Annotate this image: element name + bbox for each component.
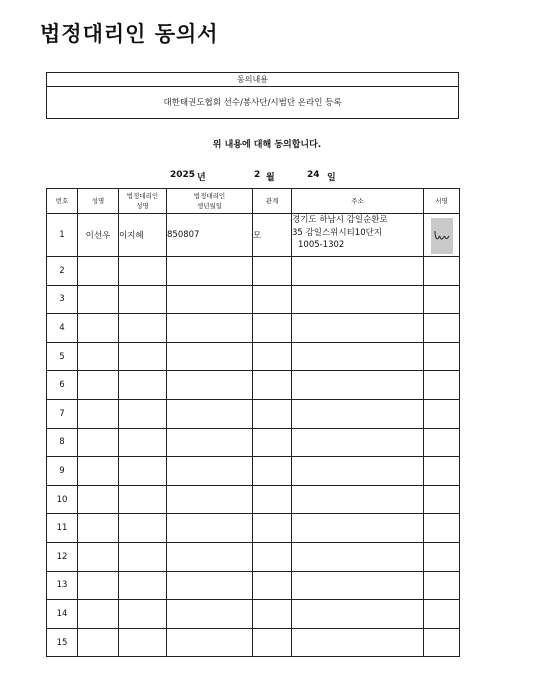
cell-signature bbox=[424, 399, 460, 428]
cell-address bbox=[292, 600, 424, 629]
address-line-3: 1005-1302 bbox=[298, 240, 345, 250]
cell-no: 15 bbox=[47, 628, 78, 657]
document-title: 법정대리인 동의서 bbox=[40, 21, 219, 46]
cell-address bbox=[292, 457, 424, 486]
cell-signature bbox=[424, 571, 460, 600]
cell-no: 10 bbox=[47, 485, 78, 514]
cell-name bbox=[78, 542, 119, 571]
cell-address bbox=[292, 428, 424, 457]
cell-no: 9 bbox=[47, 457, 78, 486]
cell-relation bbox=[253, 257, 292, 286]
cell-no: 7 bbox=[47, 399, 78, 428]
cell-name bbox=[78, 600, 119, 629]
table-row bbox=[47, 428, 460, 457]
cell-guardian-name bbox=[119, 514, 167, 543]
cell-address bbox=[292, 257, 424, 286]
cell-name bbox=[78, 628, 119, 657]
cell-no: 6 bbox=[47, 371, 78, 400]
cell-name: 이선우 bbox=[78, 214, 119, 257]
cell-relation bbox=[253, 600, 292, 629]
cell-signature bbox=[424, 542, 460, 571]
cell-relation bbox=[253, 371, 292, 400]
table-row bbox=[47, 285, 460, 314]
cell-name bbox=[78, 342, 119, 371]
header-address: 주소 bbox=[292, 189, 424, 214]
cell-signature bbox=[424, 628, 460, 657]
cell-address bbox=[292, 514, 424, 543]
cell-relation bbox=[253, 485, 292, 514]
cell-signature bbox=[424, 314, 460, 343]
cell-guardian-birth bbox=[167, 571, 253, 600]
cell-name bbox=[78, 457, 119, 486]
cell-guardian-birth: 850807 bbox=[167, 214, 253, 257]
cell-relation bbox=[253, 514, 292, 543]
cell-no: 13 bbox=[47, 571, 78, 600]
consent-table bbox=[46, 188, 460, 657]
cell-guardian-name bbox=[119, 399, 167, 428]
cell-address bbox=[292, 214, 424, 257]
header-guardian-name: 법정대리인 성명 bbox=[119, 189, 167, 214]
cell-guardian-name bbox=[119, 628, 167, 657]
cell-address bbox=[292, 542, 424, 571]
cell-name bbox=[78, 428, 119, 457]
cell-relation bbox=[253, 628, 292, 657]
cell-relation bbox=[253, 457, 292, 486]
cell-guardian-name bbox=[119, 257, 167, 286]
cell-no: 8 bbox=[47, 428, 78, 457]
cell-address bbox=[292, 485, 424, 514]
cell-address bbox=[292, 285, 424, 314]
cell-guardian-name bbox=[119, 428, 167, 457]
table-row bbox=[47, 628, 460, 657]
cell-relation bbox=[253, 399, 292, 428]
cell-signature bbox=[424, 428, 460, 457]
header-guardian-birth: 법정대리인 생년월일 bbox=[167, 189, 253, 214]
date-month-unit: 월 bbox=[266, 173, 275, 183]
table-row bbox=[47, 457, 460, 486]
cell-address bbox=[292, 399, 424, 428]
cell-name bbox=[78, 571, 119, 600]
date-day-unit: 일 bbox=[327, 173, 336, 183]
header-signature: 서명 bbox=[424, 189, 460, 214]
table-row bbox=[47, 571, 460, 600]
cell-relation bbox=[253, 342, 292, 371]
cell-no: 4 bbox=[47, 314, 78, 343]
signature-scribble-icon bbox=[433, 228, 451, 244]
cell-signature bbox=[424, 457, 460, 486]
cell-signature bbox=[424, 342, 460, 371]
cell-relation bbox=[253, 285, 292, 314]
cell-guardian-name bbox=[119, 314, 167, 343]
cell-relation: 모 bbox=[253, 214, 292, 257]
table-row bbox=[47, 314, 460, 343]
cell-name bbox=[78, 399, 119, 428]
cell-relation bbox=[253, 428, 292, 457]
cell-guardian-name bbox=[119, 371, 167, 400]
cell-no: 14 bbox=[47, 600, 78, 629]
cell-guardian-birth bbox=[167, 600, 253, 629]
table-row bbox=[47, 371, 460, 400]
cell-guardian-name bbox=[119, 571, 167, 600]
cell-address bbox=[292, 628, 424, 657]
cell-address bbox=[292, 371, 424, 400]
table-row bbox=[47, 257, 460, 286]
cell-signature bbox=[424, 514, 460, 543]
cell-no: 1 bbox=[47, 214, 78, 257]
cell-name bbox=[78, 257, 119, 286]
cell-relation bbox=[253, 571, 292, 600]
cell-guardian-name bbox=[119, 285, 167, 314]
cell-signature bbox=[424, 285, 460, 314]
cell-signature bbox=[424, 214, 460, 257]
date-month: 2 bbox=[254, 170, 261, 180]
date-year: 2025 bbox=[170, 170, 196, 180]
cell-guardian-birth bbox=[167, 457, 253, 486]
cell-name bbox=[78, 514, 119, 543]
cell-name bbox=[78, 285, 119, 314]
cell-no: 3 bbox=[47, 285, 78, 314]
cell-guardian-name bbox=[119, 485, 167, 514]
cell-guardian-birth bbox=[167, 628, 253, 657]
header-name: 성명 bbox=[78, 189, 119, 214]
cell-guardian-birth bbox=[167, 257, 253, 286]
cell-address bbox=[292, 314, 424, 343]
header-relation: 관계 bbox=[253, 189, 292, 214]
agree-statement: 위 내용에 대해 동의합니다. bbox=[212, 140, 322, 150]
cell-no: 5 bbox=[47, 342, 78, 371]
cell-no: 11 bbox=[47, 514, 78, 543]
table-row bbox=[47, 214, 460, 257]
cell-guardian-name bbox=[119, 542, 167, 571]
cell-name bbox=[78, 371, 119, 400]
cell-signature bbox=[424, 371, 460, 400]
cell-name bbox=[78, 485, 119, 514]
cell-guardian-name bbox=[119, 600, 167, 629]
consent-content-header: 동의내용 bbox=[47, 73, 458, 87]
cell-signature bbox=[424, 257, 460, 286]
cell-no: 2 bbox=[47, 257, 78, 286]
consent-content-box bbox=[46, 72, 459, 119]
cell-guardian-name: 이지혜 bbox=[119, 214, 167, 257]
cell-relation bbox=[253, 314, 292, 343]
date-day: 24 bbox=[307, 170, 320, 180]
cell-guardian-birth bbox=[167, 314, 253, 343]
cell-relation bbox=[253, 542, 292, 571]
cell-name bbox=[78, 314, 119, 343]
signature-image bbox=[431, 218, 453, 254]
cell-guardian-birth bbox=[167, 542, 253, 571]
cell-signature bbox=[424, 485, 460, 514]
table-row bbox=[47, 600, 460, 629]
table-row bbox=[47, 399, 460, 428]
address-line-1: 경기도 하남시 감일순환로 bbox=[292, 215, 388, 225]
date-year-unit: 년 bbox=[197, 173, 206, 183]
cell-guardian-name bbox=[119, 342, 167, 371]
cell-signature bbox=[424, 600, 460, 629]
cell-address bbox=[292, 571, 424, 600]
cell-guardian-name bbox=[119, 457, 167, 486]
table-row bbox=[47, 342, 460, 371]
cell-guardian-birth bbox=[167, 342, 253, 371]
cell-guardian-birth bbox=[167, 285, 253, 314]
cell-guardian-birth bbox=[167, 514, 253, 543]
cell-guardian-birth bbox=[167, 399, 253, 428]
cell-no: 12 bbox=[47, 542, 78, 571]
cell-address bbox=[292, 342, 424, 371]
header-no: 번호 bbox=[47, 189, 78, 214]
table-row bbox=[47, 485, 460, 514]
consent-content-body: 대한태권도협회 선수/봉사단/시범단 온라인 등록 bbox=[163, 98, 342, 108]
cell-guardian-birth bbox=[167, 485, 253, 514]
table-row bbox=[47, 514, 460, 543]
table-header-row bbox=[47, 189, 460, 214]
cell-guardian-birth bbox=[167, 428, 253, 457]
table-row bbox=[47, 542, 460, 571]
cell-guardian-birth bbox=[167, 371, 253, 400]
address-line-2: 35 감일스위시티10단지 bbox=[292, 227, 383, 238]
